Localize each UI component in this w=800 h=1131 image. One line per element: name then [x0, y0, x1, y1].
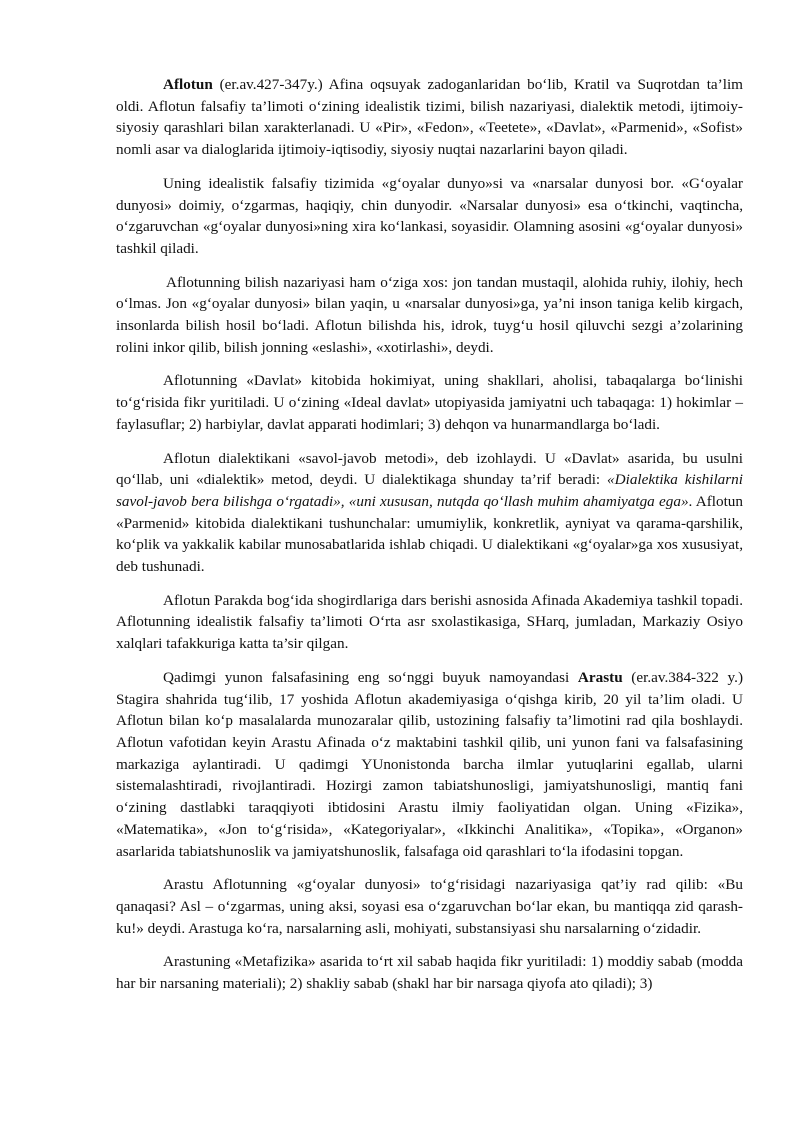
paragraph-text: Aflotunning «Davlat» kitobida hokimiyat, uning shakllari, aholisi, tabaqalarga bo‘linishi to‘g‘risida fikr yuritiladi. U o‘zining «Ideal davlat» utopiyasida jamiyatni uch tabaqaga: 1) hokimlar – faylasuflar; 2) harbiylar, davlat apparati hodimlari; 3) dehqon va hunarmandlarga bo‘ladi. — [116, 372, 743, 433]
paragraph-text: Arastuning «Metafizika» asarida to‘rt xil sabab haqida fikr yuritiladi: 1) moddiy sabab (modda har bir narsaning materiali); 2) shakliy sabab (shakl har bir narsaga qiyofa ato qiladi); 3) — [116, 953, 743, 993]
paragraph-academy — [116, 590, 743, 655]
paragraph-text: (er.av.427-347y.) Afina oqsuyak zadoganlaridan bo‘lib, Kratil va Suqrotdan ta’lim oldi. Aflotun falsafiy ta’limoti o‘zining idealistik tizimi, bilish nazariyasi, dialektik metodi, ijtimoiy-siyosiy qarashlari bilan xarakterlanadi. U «Pir», «Fedon», «Teetete», «Davlat», «Parmenid», «Sofist» nomli asar va dialoglarida ijtimoiy-iqtisodiy, siyosiy nuqtai nazarlarini bayon qiladi. — [116, 76, 743, 159]
paragraph-text: Uning idealistik falsafiy tizimida «g‘oyalar dunyo»si va «narsalar dunyosi bor. «G‘oyalar dunyosi» doimiy, o‘zgarmas, haqiqiy, chin dunyodir. «Narsalar dunyosi» esa o‘tkinchi, vaqtincha, o‘zgaruvchan «g‘oyalar dunyosi»ning xira ko‘lankasi, soyasidir. Olamning asosini «g‘oyalar dunyosi» tashkil qiladi. — [116, 174, 743, 257]
term-arastu: Arastu — [577, 668, 623, 686]
paragraph-metaphysics — [116, 951, 743, 994]
paragraph-text: (er.av.384-322 y.) Stagira shahrida tug‘ilib, 17 yoshida Aflotun akademiyasiga o‘qishga kirib, 20 yil ta’lim oladi. U Aflotun bilan ko‘p masalalarda munozaralar qilib, ustozining falsafiy ta’limotini rad qila boshlaydi. Aflotun vafotidan keyin Arastu Afinada o‘z maktabini tashkil qilib, uni yunon fani va falsafasining markaziga aylantiradi. U qadimgi YUnonistonda barcha ilmlar yutuqlarini egallab, ularni sistemalashtiradi, rivojlantiradi. Hozirgi zamon tabiatshunosligi, jamiyatshunosligi, mantiq fani o‘zining dastlabki taraqqiyoti ibtidosini Arastu ilmiy faoliyatidan olgan. Uning «Fizika», «Matematika», «Jon to‘g‘risida», «Kategoriyalar», «Ikkinchi Analitika», «Topika», «Organon» asarlarida tabiatshunoslik va jamiyatshunoslik, falsafaga oid qarashlari to‘la ifodasini topgan. — [116, 668, 743, 860]
paragraph-aflotun-intro — [116, 74, 743, 161]
paragraph-arastu-intro — [116, 667, 743, 862]
paragraph-text: Aflotun Parakda bog‘ida shogirdlariga dars berishi asnosida Afinada Akademiya tashkil topadi. Aflotunning idealistik falsafiy ta’limoti O‘rta asr sxolastikasiga, SHarq, jumladan, Markaziy Osiyo xalqlari tafakkuriga katta ta’sir qilgan. — [116, 591, 743, 653]
paragraph-arastu-critique — [116, 874, 743, 939]
paragraph-text: Qadimgi yunon falsafasining eng so‘nggi buyuk namoyandasi — [163, 668, 578, 686]
paragraph-dialectics — [116, 448, 743, 578]
paragraph-text: Arastu Aflotunning «g‘oyalar dunyosi» to‘g‘risidagi nazariyasiga qat’iy rad qilib: «Bu qanaqasi? Asl – o‘zgarmas, uning aksi, soyasi esa o‘zgaruvchan bo‘lar ekan, bu mantiqqa zid qarash-ku!» deydi. Arastuga ko‘ra, narsalarning asli, mohiyati, substansiyasi shu narsalarning o‘zidadir. — [116, 876, 743, 937]
paragraph-state — [116, 370, 743, 435]
paragraph-text: Aflotun dialektikani «savol-javob metodi», deb izohlaydi. U «Davlat» asarida, bu usulni qo‘llab, uni «dialektik» metod, deydi. U dialektikaga shunday ta’rif beradi: — [116, 449, 743, 489]
term-aflotun: Aflotun — [163, 76, 213, 93]
paragraph-idealism — [116, 173, 743, 260]
dialectics-quote: «Dialektika kishilarni savol-javob bera bilishga o‘rgatadi», «uni xususan, nutqda qo‘llash muhim ahamiyatga ega» — [116, 471, 743, 510]
paragraph-text: Aflotunning bilish nazariyasi ham o‘ziga xos: jon tandan mustaqil, alohida ruhiy, ilohiy, hech o‘lmas. Jon «g‘oyalar dunyosi» bilan yaqin, u «narsalar dunyosi»ga, ya’ni inson taniga kelib kirgach, insonlarda bilish hosil bo‘ladi. Aflotun bilishda his, idrok, tuyg‘u hosil qiluvchi sezgi a’zolarining rolini inkor qilib, bilish jonning «eslashi», «xotirlashi», deydi. — [116, 273, 743, 356]
paragraph-text: . Aflotun «Parmenid» kitobida dialektikani tushunchalar: umumiylik, konkretlik, ayniyat va qarama-qarshilik, ko‘plik va yakkalik kabilar munosabatlarida ishlab chiqadi. U dialektikani «g‘oyalar»ga xos xususiyat, deb tushunadi. — [116, 492, 743, 576]
paragraph-epistemology — [116, 272, 743, 359]
